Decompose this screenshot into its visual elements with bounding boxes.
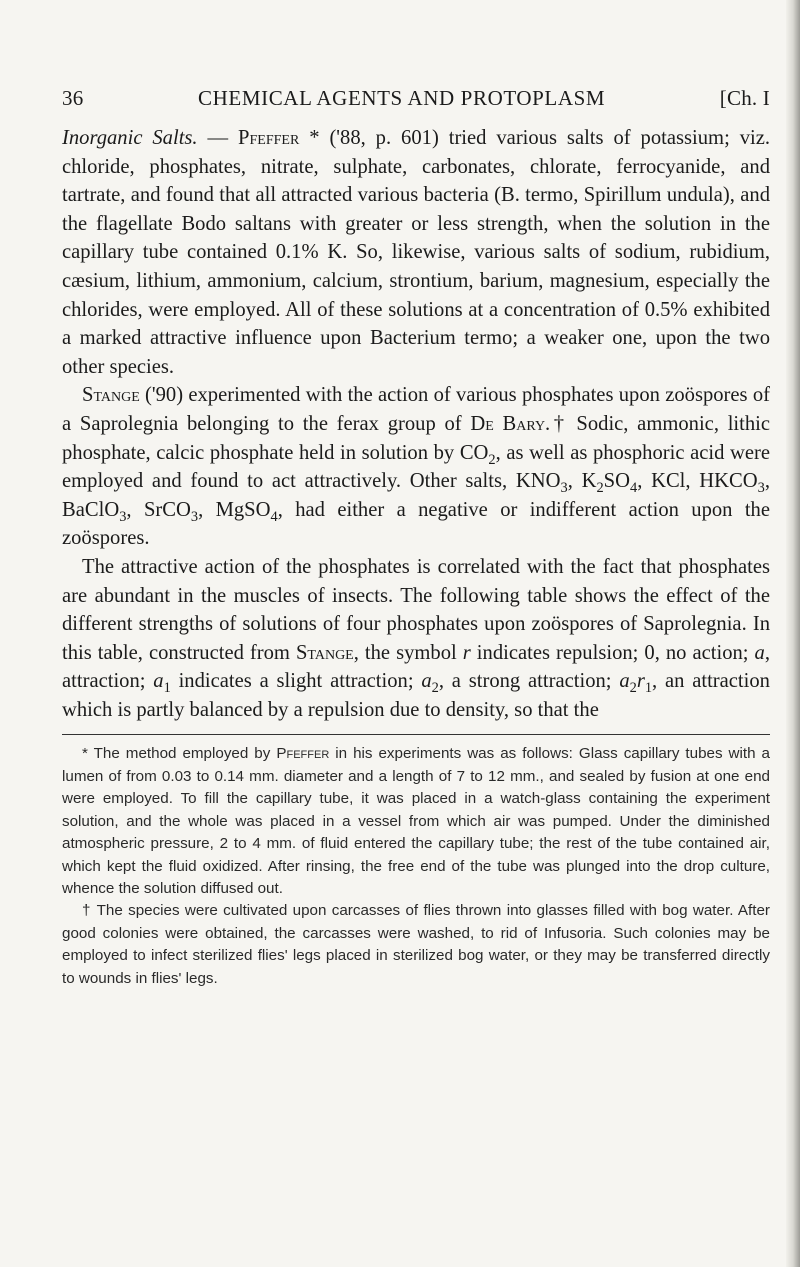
text-segment: , the symbol: [353, 641, 463, 664]
text-segment: , a strong attraction;: [438, 670, 620, 693]
text-segment: indicates a slight attraction;: [170, 670, 422, 693]
separator: ,: [764, 470, 771, 493]
formula-base: SrCO: [143, 498, 191, 521]
symbol-subscript: 1: [163, 680, 171, 697]
symbol-subscript: 1: [644, 680, 653, 697]
symbol-subscript: 2: [431, 680, 439, 697]
running-header: [62, 86, 770, 116]
separator: ,: [567, 470, 582, 493]
footnote-divider: [62, 734, 770, 735]
formula-base: BaClO: [62, 498, 120, 521]
paragraph-stange: [62, 381, 770, 553]
separator: ,: [685, 470, 700, 493]
formula-subscript: 3: [757, 480, 765, 497]
author-stange: Stange: [295, 641, 354, 664]
footnote-star: [62, 743, 770, 900]
section-heading: Inorganic Salts.: [62, 127, 198, 149]
formula-subscript: 2: [488, 451, 496, 468]
chapter-marker: [Ch. I: [719, 86, 770, 110]
symbol-a2r1: [619, 670, 653, 697]
footnote-dagger: [62, 900, 770, 990]
formula-subscript: 3: [190, 508, 199, 525]
separator: ,: [126, 498, 144, 521]
page-edge-shadow: [786, 0, 800, 1267]
formula-base: HKCO: [699, 470, 758, 493]
dash: —: [197, 127, 239, 149]
formula-subscript: 4: [630, 480, 638, 497]
footnote-mark: *: [82, 745, 94, 763]
formula-subscript: 4: [270, 508, 278, 525]
formula-k2so4: [581, 470, 638, 497]
formula-srco3: [143, 498, 199, 525]
formula-subscript: 3: [560, 480, 568, 497]
footnotes: [62, 743, 770, 989]
text-segment: indicates repulsion; 0, no action;: [470, 641, 755, 664]
paragraph-phosphates: [62, 553, 770, 725]
symbol-a1: [153, 670, 171, 697]
formula-base: CO: [459, 441, 489, 464]
author-de-bary: De Bary.: [470, 412, 551, 435]
footnote-mark: †: [82, 902, 97, 920]
formula-kcl: KCl: [651, 470, 686, 493]
paragraph-text: ('88, p. 601) tried various salts of potassium; viz. chloride, phosphates, nitrate, sulphate, carbonates, chlorate, ferrocyanide, and tartrate, and found that all attracted various bacteria (B. termo, Spirillum undula), and the flagellate Bodo saltans with greater or less strength, when the solution in the capillary tube contained 0.1% K. So, likewise, various salts of sodium, rubidium, cæsium, lithium, ammonium, calcium, strontium, barium, magnesium, especially the chlorides, were employed. All of these solutions at a concentration of 0.5% exhibited a marked attractive influence upon Bacterium termo; a weaker one, upon the two other species.: [62, 127, 771, 378]
author-stange: Stange: [82, 384, 140, 407]
formula-base: MgSO: [215, 498, 271, 521]
formula-co2: [459, 441, 496, 468]
text-segment: Sodic, ammonic, lithic phosphate, calcic phosphate held in solution by: [62, 412, 771, 464]
author-pfeffer: Pfeffer: [238, 127, 300, 149]
formula-subscript: 2: [596, 480, 604, 497]
symbol-r: r: [462, 641, 471, 664]
formula-baclo3: [62, 498, 127, 525]
paragraph-inorganic-salts: [62, 124, 770, 381]
formula-kno3: [515, 470, 568, 497]
symbol-subscript: 2: [629, 680, 637, 697]
footnote-ref-dagger: †: [550, 412, 568, 435]
footnote-ref-star: *: [299, 127, 330, 149]
symbol-a: a: [754, 641, 765, 664]
formula-base: KNO: [515, 470, 561, 493]
formula-base: SO: [603, 470, 630, 493]
symbol-base: r: [636, 670, 645, 693]
running-title: CHEMICAL AGENTS AND PROTOPLASM: [198, 86, 606, 110]
footnote-text: The species were cultivated upon carcasses of flies thrown into glasses filled with bog water. After good colonies were obtained, the carcasses were washed, to rid of Infusoria. Such colonies may be employed to infect sterilized flies' legs placed in sterilized bog water, or they may be transferred directly to wounds in flies' legs.: [62, 902, 770, 987]
book-page: [62, 86, 770, 990]
separator: ,: [637, 470, 652, 493]
text-segment: The attractive action of the phosphates is correlated with the fact that phosphates are abundant in the muscles of insects. The following table shows the effect of the different strengths of solutions of four phosphates upon zoöspores of Saprolegnia. In this table, constructed from: [62, 555, 770, 664]
footnote-author: Pfeffer: [276, 745, 330, 763]
symbol-base: a: [153, 670, 164, 693]
formula-hkco3: [699, 470, 765, 497]
symbol-base: a: [421, 670, 432, 693]
text-segment: , attraction;: [62, 641, 770, 693]
symbol-base: a: [619, 670, 630, 693]
formula-mgso4: [215, 498, 278, 525]
text-segment: , an attraction which is partly balanced by a repulsion due to density, so that the: [62, 670, 770, 721]
formula-subscript: 3: [119, 508, 127, 525]
symbol-a2: [421, 670, 439, 697]
formula-base: K: [581, 470, 597, 493]
text-segment: , as well as phosphoric acid were employed and found to act attractively. Other salts,: [62, 441, 770, 493]
body-text: [62, 124, 770, 724]
separator: ,: [198, 498, 216, 521]
page-number: 36: [62, 86, 84, 110]
footnote-text: in his experiments was as follows: Glass capillary tubes with a lumen of from 0.03 to 0.14 mm. diameter and a length of 7 to 12 mm., and sealed by fusion at one end were employed. To fill the capillary tube, it was placed in a watch-glass containing the experiment solution, and the whole was placed in a vessel from which air was pumped. Under the diminished atmospheric pressure, 2 to 4 mm. of fluid entered the capillary tube; the rest of the tube contained air, which kept the fluid oxidized. After rinsing, the free end of the tube was plunged into the drop culture, whence the solution diffused out.: [62, 745, 771, 897]
text-segment: , had either a negative or indifferent action upon the zoöspores.: [62, 498, 770, 550]
text-segment: ('90) experimented with the action of various phosphates upon zoöspores of a Saprolegnia belonging to the ferax group of: [62, 384, 770, 435]
footnote-text: The method employed by: [93, 745, 277, 763]
